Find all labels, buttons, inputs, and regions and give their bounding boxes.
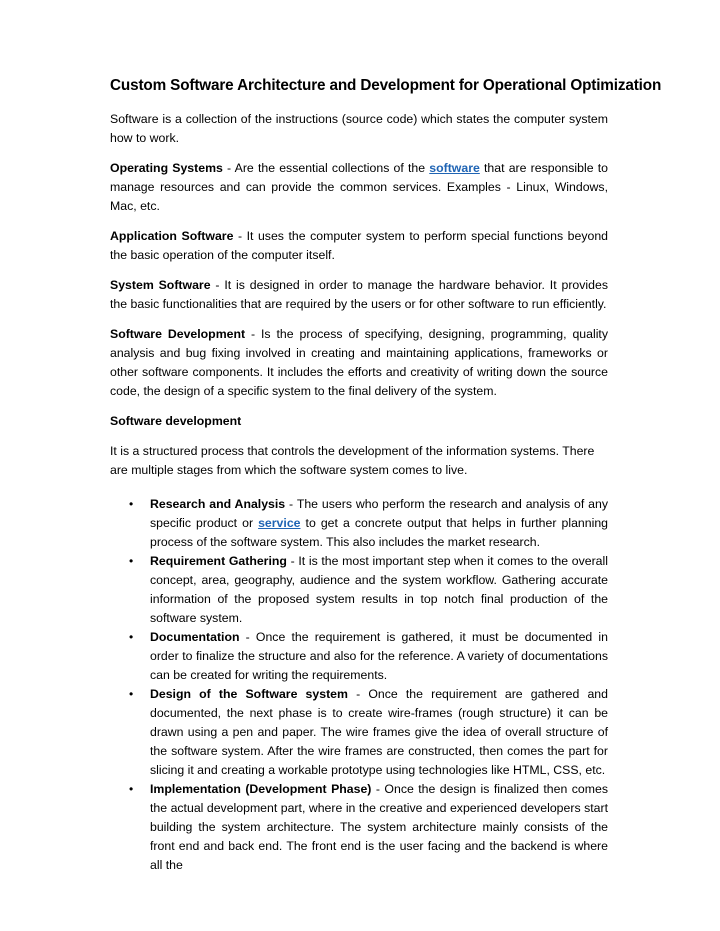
- sub-intro-paragraph: It is a structured process that controls the development of the information systems. There are multiple stages from which the software system comes to live.: [110, 444, 595, 477]
- subheading: Software development: [110, 414, 242, 428]
- bullet-icon: •: [129, 497, 134, 511]
- stage-term: Documentation: [150, 630, 240, 644]
- section-system-software: System Software - It is designed in order to manage the hardware behavior. It provides the basic functionalities that are required by the users or for other software to run efficiently.: [110, 278, 608, 311]
- section-software-development: Software Development - Is the process of specifying, designing, programming, quality analysis and bug fixing involved in creating and maintaining applications, frameworks or other software components. It includes the efforts and creativity of writing down the source code, the design of a specific system to the final delivery of the system.: [110, 327, 608, 398]
- bullet-icon: •: [129, 687, 134, 701]
- section-term: Application Software: [110, 229, 234, 243]
- stage-term: Requirement Gathering: [150, 554, 287, 568]
- section-operating-systems: Operating Systems - Are the essential collections of the software that are responsible to manage resources and can provide the common services. Examples - Linux, Windows, Mac, etc.: [110, 161, 608, 213]
- bullet-icon: •: [129, 782, 134, 796]
- service-link[interactable]: service: [258, 516, 301, 530]
- document-title: Custom Software Architecture and Development for Operational Optimization: [110, 77, 662, 94]
- stage-term: Implementation (Development Phase): [150, 782, 372, 796]
- section-term: Software Development: [110, 327, 246, 341]
- stages-list: [110, 495, 608, 875]
- bullet-icon: •: [129, 554, 134, 568]
- stage-term: Design of the Software system: [150, 687, 348, 701]
- list-item: • Implementation (Development Phase) - Once the design is finalized then comes the actual development part, where in the creative and experienced developers start building the system architecture. The system architecture mainly consists of the front end and back end. The front end is the user facing and the backend is where all the: [129, 782, 608, 872]
- document-page: [110, 76, 662, 875]
- software-link[interactable]: software: [429, 161, 480, 175]
- list-item: • Design of the Software system - Once the requirement are gathered and documented, the next phase is to create wire-frames (rough structure) it can be drawn using a pen and paper. The wire frames give the idea of overall structure of the software system. After the wire frames are constructed, then comes the part for slicing it and creating a workable prototype using technologies like HTML, CSS, etc.: [129, 687, 608, 777]
- bullet-icon: •: [129, 630, 134, 644]
- list-item: • Documentation - Once the requirement is gathered, it must be documented in order to finalize the structure and also for the reference. A variety of documentations can be created for writing the requirements.: [129, 630, 608, 682]
- section-application-software: Application Software - It uses the computer system to perform special functions beyond the basic operation of the computer itself.: [110, 229, 608, 262]
- list-item: • Research and Analysis - The users who perform the research and analysis of any specific product or service to get a concrete output that helps in further planning process of the software system. This also includes the market research.: [129, 497, 608, 549]
- section-term: System Software: [110, 278, 211, 292]
- section-term: Operating Systems: [110, 161, 223, 175]
- stage-term: Research and Analysis: [150, 497, 286, 511]
- list-item: • Requirement Gathering - It is the most important step when it comes to the overall concept, area, geography, audience and the system workflow. Gathering accurate information of the proposed system results in top notch final production of the software system.: [129, 554, 608, 625]
- intro-paragraph: Software is a collection of the instructions (source code) which states the computer system how to work.: [110, 112, 608, 145]
